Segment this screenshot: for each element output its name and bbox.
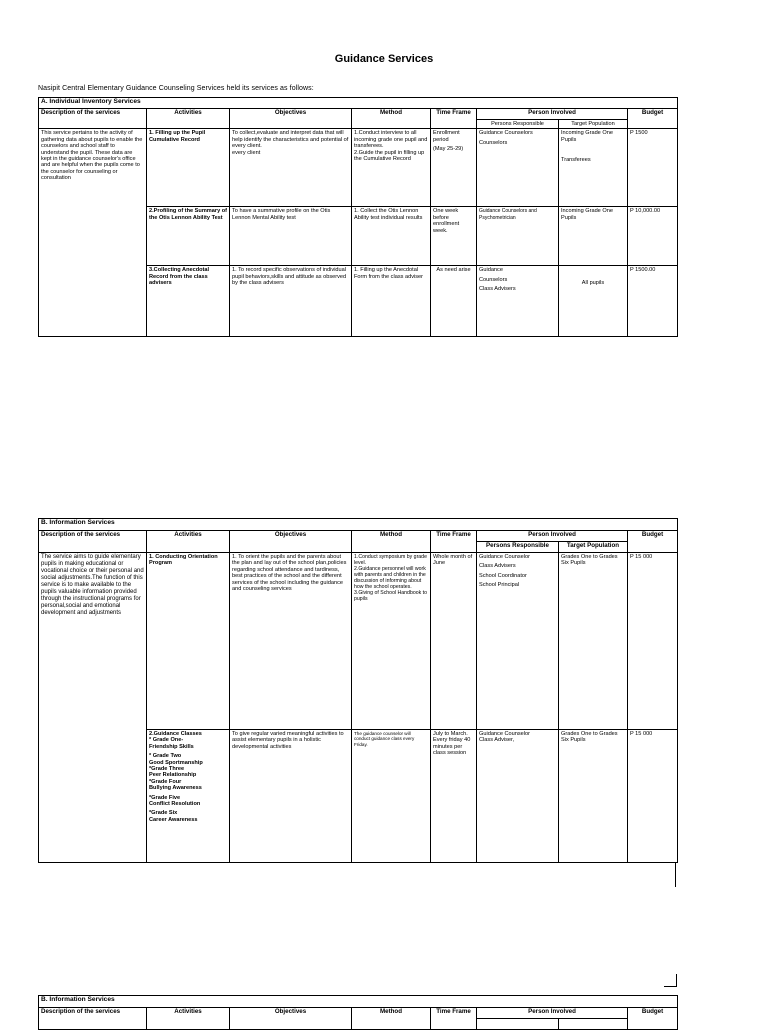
grade-label: * Grade One- bbox=[149, 737, 184, 744]
section-b-title: B. Information Services bbox=[39, 996, 678, 1008]
objectives-cell: To collect,evaluate and interpret data that will help identify the characteristics and potential of every client. every client bbox=[230, 129, 352, 207]
header-description: Description of the services bbox=[39, 531, 147, 553]
objectives-cell: 1. To record specific observations of individual pupil behaviors,skills and attitude as observed by the class advisers bbox=[230, 266, 352, 337]
header-description: Description of the services bbox=[39, 109, 147, 129]
method-cell: 1.Conduct interview to all incoming grade one pupil and transferees. 2.Guide the pupil in filling up the Cumulative Record bbox=[352, 129, 431, 207]
persons-cell bbox=[477, 553, 559, 730]
budget-cell: P 15 000 bbox=[628, 553, 678, 730]
target-text: Incoming Grade One Pupils bbox=[561, 130, 613, 143]
individual-inventory-table bbox=[38, 97, 678, 337]
activity-cell bbox=[147, 730, 230, 863]
header-activities: Activities bbox=[147, 531, 230, 553]
grade-label: *Grade Five bbox=[149, 794, 181, 801]
persons-cell bbox=[477, 266, 559, 337]
header-target-population: Target Population bbox=[559, 542, 628, 553]
information-services-table bbox=[38, 518, 678, 863]
information-services-table-continued bbox=[38, 995, 678, 1030]
activity-title: 2.Guidance Classes bbox=[149, 731, 202, 737]
target-cell: All pupils bbox=[559, 266, 628, 337]
time-frame-text: (May 25-29) bbox=[433, 146, 464, 153]
method-cell: The guidance counselor will conduct guidance class every Friday. bbox=[352, 730, 431, 863]
time-frame-cell bbox=[431, 129, 477, 207]
time-frame-cell: July to March. Every friday 40 minutes per class session bbox=[431, 730, 477, 863]
method-cell: 1.Conduct symposium by grade level. 2.Guidance personnel will work with parents and children in the discussion of informing about how the school operates. 3.Giving of School Handbook to pupils bbox=[352, 553, 431, 730]
method-cell: 1. Collect the Otis Lennon Ability test individual results bbox=[352, 207, 431, 266]
header-time-frame: Time Frame bbox=[431, 1008, 477, 1030]
person-text: Class Advisers bbox=[479, 286, 516, 293]
time-frame-cell: Whole month of June bbox=[431, 553, 477, 730]
header-person-involved: Person Involved bbox=[477, 1008, 628, 1019]
section-b-description: The service aims to guide elementary pupils in making educational or vocational choice or their personal and social adjustments.The function of this service is to make available to the pupils valuable information provided through the instructional programs for personal,social and emotional development and adjustments bbox=[39, 553, 147, 863]
grade-label: * Grade Two bbox=[149, 753, 182, 760]
persons-cell bbox=[477, 129, 559, 207]
target-cell: Grades One to Grades Six Pupils bbox=[559, 553, 628, 730]
time-frame-text: Enrollment period bbox=[433, 130, 460, 143]
section-a-description: This service pertains to the activity of gathering data about pupils to enable the counselors and school staff to understand the pupil. These data are kept in the guidance counselor's office and are helpful when the pupils come to the counselor for counseling or consultation bbox=[39, 129, 147, 337]
header-activities: Activities bbox=[147, 1008, 230, 1030]
method-cell: 1. Filling up the Anecdotal Form from the class adviser bbox=[352, 266, 431, 337]
person-text: School Coordinator bbox=[479, 572, 527, 579]
sheet-border-line bbox=[675, 863, 676, 887]
persons-cell: Guidance Counselor Class Adviser, bbox=[477, 730, 559, 863]
header-method: Method bbox=[352, 531, 431, 553]
time-frame-cell: As need arise bbox=[431, 266, 477, 337]
activity-cell: 2.Profiling of the Summary of the Otis Lennon Ability Test bbox=[147, 207, 230, 266]
persons-cell: Guidance Counselors and Psychometrician bbox=[477, 207, 559, 266]
grade-topic: Friendship Skills bbox=[149, 743, 194, 750]
header-method: Method bbox=[352, 109, 431, 129]
header-activities: Activities bbox=[147, 109, 230, 129]
grade-label: *Grade Six bbox=[149, 810, 178, 817]
budget-cell: P 1500 bbox=[628, 129, 678, 207]
person-text: Class Advisers bbox=[479, 563, 516, 570]
objectives-cell: To have a summative profile on the Otis Lennon Mental Ability test bbox=[230, 207, 352, 266]
time-frame-cell: One week before enrollment week. bbox=[431, 207, 477, 266]
header-method: Method bbox=[352, 1008, 431, 1030]
grade-topic: Peer Relationship bbox=[149, 772, 197, 779]
activity-cell: 3.Collecting Anecdotal Record from the class advisers bbox=[147, 266, 230, 337]
budget-cell: P 1500.00 bbox=[628, 266, 678, 337]
header-objectives: Objectives bbox=[230, 531, 352, 553]
header-person-involved: Person Involved bbox=[477, 109, 628, 120]
header-budget: Budget bbox=[628, 1008, 678, 1030]
grade-label: *Grade Four bbox=[149, 778, 182, 785]
objectives-cell: 1. To orient the pupils and the parents about the plan and lay out of the school plan,policies regarding school attendance and tardiness, best practices of the school and the different services of the school including the guidance and counseling services bbox=[230, 553, 352, 730]
person-text: School Principal bbox=[479, 582, 520, 589]
header-description: Description of the services bbox=[39, 1008, 147, 1030]
person-text: Counselors bbox=[479, 139, 508, 146]
person-text: Guidance Counselors bbox=[479, 130, 533, 137]
grade-label: *Grade Three bbox=[149, 766, 185, 773]
grade-topic: Good Sportmanship bbox=[149, 759, 203, 766]
header-objectives: Objectives bbox=[230, 1008, 352, 1030]
header-persons-responsible: Persons Responsible bbox=[477, 120, 559, 129]
header-budget: Budget bbox=[628, 531, 678, 553]
objectives-cell: To give regular varied meaningful activities to assist elementary pupils in a holistic developmental activities bbox=[230, 730, 352, 863]
header-target-population: Target Population bbox=[559, 120, 628, 129]
budget-cell: P 15 000 bbox=[628, 730, 678, 863]
persons-responsible-cell bbox=[477, 1019, 559, 1030]
person-text: Guidance bbox=[479, 267, 503, 274]
target-cell: Grades One to Grades Six Pupils bbox=[559, 730, 628, 863]
person-text: Guidance Counselor bbox=[479, 554, 530, 560]
header-time-frame: Time Frame bbox=[431, 109, 477, 129]
target-text: Transferees bbox=[561, 157, 591, 164]
section-a-title: A. Individual Inventory Services bbox=[39, 98, 678, 109]
activity-cell: 1. Filling up the Pupil Cumulative Record bbox=[147, 129, 230, 207]
header-person-involved: Person Involved bbox=[477, 531, 628, 542]
person-text: Counselors bbox=[479, 276, 508, 283]
grade-topic: Conflict Resolution bbox=[149, 801, 201, 808]
grade-topic: Career Awareness bbox=[149, 816, 198, 823]
target-population-cell bbox=[559, 1019, 628, 1030]
target-cell bbox=[559, 129, 628, 207]
intro-text: Nasipit Central Elementary Guidance Counseling Services held its services as follows: bbox=[38, 85, 314, 92]
activity-cell: 1. Conducting Orientation Program bbox=[147, 553, 230, 730]
budget-cell: P 10,000.00 bbox=[628, 207, 678, 266]
grade-topic: Bullying Awareness bbox=[149, 785, 202, 792]
header-persons-responsible: Persons Responsible bbox=[477, 542, 559, 553]
header-objectives: Objectives bbox=[230, 109, 352, 129]
target-cell: Incoming Grade One Pupils bbox=[559, 207, 628, 266]
page-corner-mark bbox=[664, 974, 677, 987]
header-budget: Budget bbox=[628, 109, 678, 129]
section-b-title: B. Information Services bbox=[39, 519, 678, 531]
page-title: Guidance Services bbox=[334, 53, 434, 65]
header-time-frame: Time Frame bbox=[431, 531, 477, 553]
